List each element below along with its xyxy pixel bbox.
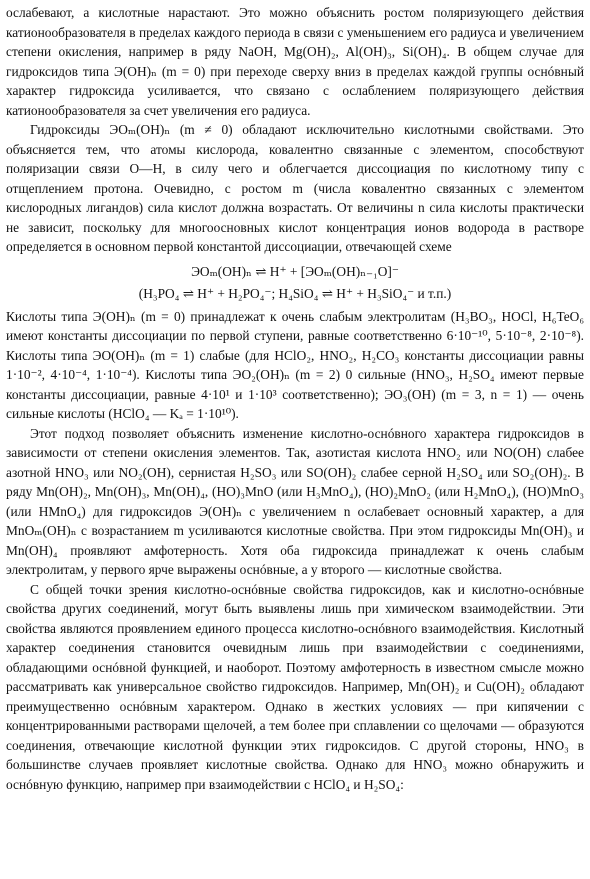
paragraph-acid-types: Кислоты типа Э(OH)ₙ (m = 0) принадлежат к очень слабым электролитам (H₃BO₃, HOCl, H₆TeO₆ имеют константы диссоциации по первой ступени, равные соответственно 6·10⁻¹⁰, 5·10⁻⁸, 2·10⁻⁸). Кислоты типа ЭO(OH)ₙ (m = 1) слабые (для HClO₂, HNO₂, H₂CO₃ константы диссоциации равны 1·10⁻², 4·10⁻⁴, 1·10⁻⁴). Кислоты типа ЭO₂(OH)ₙ (m = 2) 0 сильные (HNO₃, H₂SO₄ имеют первые константы диссоциации, равные 4·10¹ и 1·10³ соответственно); ЭO₃(OH) (m = 3, n = 1) — очень сильные кислоты (HClO₄ — Kₐ = 1·10¹⁰). <box>6 308 584 421</box>
paragraph-amphoterism: С общей точки зрения кислотно-оснóвные свойства гидроксидов, как и кислотно-оснóвные свойства других соединений, могут быть выявлены лишь при химическом взаимодействии. Эти свойства являются проявлением единого процесса кислотно-оснóвного взаимодействия. Кислотный характер соединения становится очевидным лишь при взаимодействии с соединениями, обладающими оснóвной функцией, и наоборот. Поэтому амфотерность в известном смысле можно рассматривать как универсальное свойство гидроксидов. Например, Mn(OH)₂ и Cu(OH)₂ обладают преимущественно оснóвным характером. Однако в жестких условиях — при кипячении с концентрированными растворами щелочей, а тем более при сплавлении со щелочами — образуются соединения, отвечающие кислотной функции этих гидроксидов. С другой стороны, HNO₃ в большинстве случаев проявляет кислотные свойства. Однако для HNO₃ можно обнаружить и оснóвную функцию, например при взаимодействии с HClO₄ и H₂SO₄: <box>6 581 584 792</box>
paragraph-oxidation-state: Этот подход позволяет объяснить изменение кислотно-оснóвного характера гидроксидов в зависимости от степени окисления элементов. Так, азотистая кислота HNO₂ или NO(OH) слабее азотной HNO₃ или NO₂(OH), сернистая H₂SO₃ или SO(OH)₂ слабее серной H₂SO₄ или SO₂(OH)₂. В ряду Mn(OH)₂, Mn(OH)₃, Mn(OH)₄, (HO)₃MnO (или H₃MnO₄), (HO)₂MnO₂ (или H₂MnO₄), (HO)MnO₃ (или HMnO₄) для гидроксидов Э(OH)ₙ с увеличением n ослабевает основный характер, а для MnOₘ(OH)ₙ с возрастанием m усиливаются кислотные свойства. При этом гидроксиды Mn(OH)₃ и Mn(OH)₄ проявляют амфотерность. Хотя оба гидроксида принадлежат к очень слабым электролитам, у первого ярче выражены оснóвные, а у второго — кислотные свойства. <box>6 425 584 577</box>
paragraph-hydroxides: Гидроксиды ЭOₘ(OH)ₙ (m ≠ 0) обладают исключительно кислотными свойствами. Это объясняется тем, что атомы кислорода, ковалентно связанные с элементом, способствуют поляризации связи O—H, в силу чего и облегчается диссоциация по кислотному типу с отщеплением протона. Очевидно, с ростом m (числа ковалентно связанных с элементом кислородных лигандов) сила кислот должна возрастать. От величины n сила кислоты практически не зависит, поскольку для многоосновных кислот концентрация ионов водорода в растворе определяется в основном первой константой диссоциации, отвечающей схеме <box>6 122 584 254</box>
dissociation-examples: (H₃PO₄ ⇌ H⁺ + H₂PO₄⁻; H₄SiO₄ ⇌ H⁺ + H₃SiO₄⁻ и т.п.) <box>138 285 452 301</box>
paragraph-continuation: ослабевают, а кислотные нарастают. Это можно объяснить ростом поляризующего действия катионообразователя в пределах каждого периода в связи с уменьшением его радиуса и увеличением степени окисления, например в ряду NaOH, Mg(OH)₂, Al(OH)₃, Si(OH)₄. В общем случае для гидроксидов типа Э(OH)ₙ (m = 0) при переходе сверху вниз в пределах каждой группы оснóвный характер гидроксида усиливается, что связано с ослаблением поляризующего действия катионообразователя за счет увеличения его радиуса. <box>6 5 584 118</box>
dissociation-equation: ЭOₘ(OH)ₙ ⇌ H⁺ + [ЭOₘ(OH)ₙ₋₁O]⁻ <box>191 263 399 279</box>
